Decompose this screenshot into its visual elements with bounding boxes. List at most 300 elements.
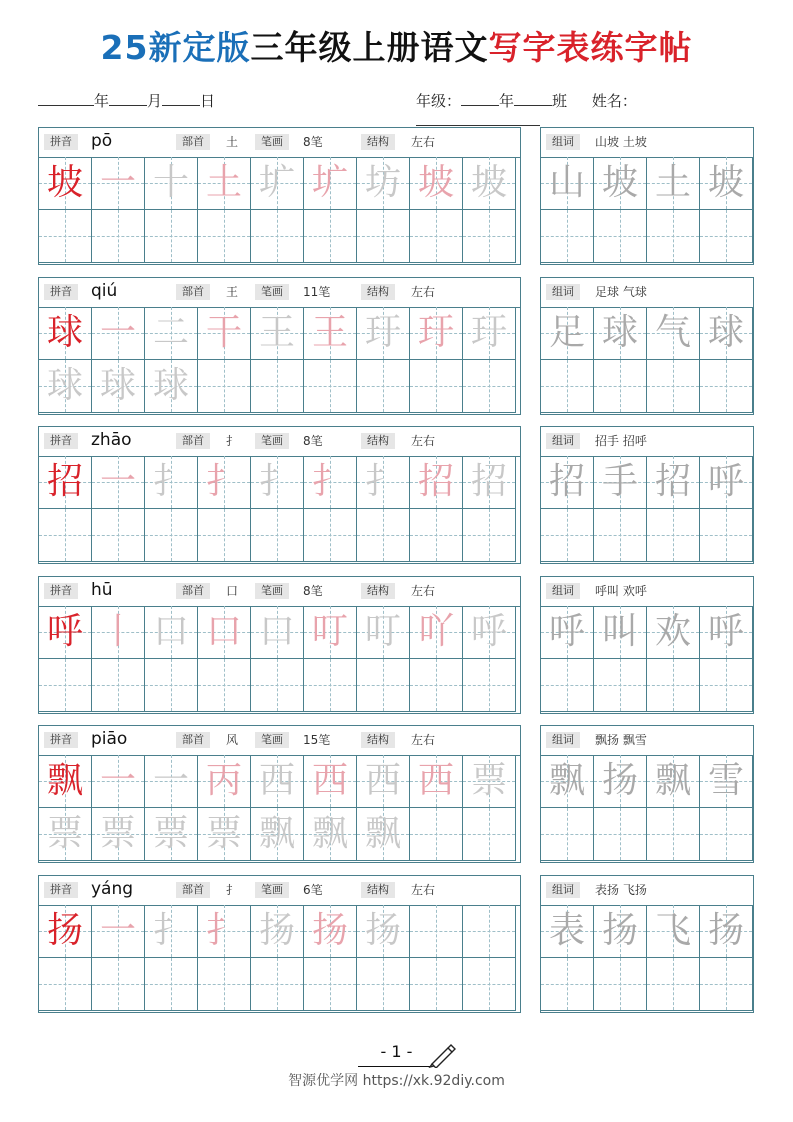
word-header	[541, 128, 753, 158]
stroke-step-character: 票	[470, 760, 507, 801]
word-practice-block	[540, 875, 754, 1013]
writing-cell[interactable]	[357, 456, 410, 509]
name-input[interactable]	[416, 111, 540, 126]
strokes-value: 6笔	[303, 883, 323, 897]
word-character: 土	[654, 162, 691, 203]
model-character: 招	[46, 461, 83, 502]
page-number: - 1 -	[380, 1042, 413, 1061]
grade-year-label: 年	[499, 92, 515, 110]
stroke-step-character: 球	[46, 365, 83, 406]
writing-cell[interactable]	[594, 958, 647, 1011]
writing-cell[interactable]	[594, 157, 647, 210]
writing-cell[interactable]	[357, 157, 410, 210]
writing-cell[interactable]	[92, 456, 145, 509]
stroke-step-character: 吖	[417, 611, 454, 652]
year-label: 年	[94, 92, 110, 110]
model-character: 飘	[46, 760, 83, 801]
strokes-value: 8笔	[303, 434, 323, 448]
word-practice-block	[540, 277, 754, 415]
model-character: 扬	[46, 910, 83, 951]
writing-cell[interactable]	[541, 905, 594, 958]
stroke-step-character: 扬	[311, 910, 348, 951]
writing-cell[interactable]	[39, 958, 92, 1011]
stroke-step-character: 一	[99, 162, 136, 203]
stroke-step-character: 扌	[258, 461, 295, 502]
writing-cell[interactable]	[145, 307, 198, 360]
structure-tag: 结构	[361, 134, 395, 150]
pinyin-tag: 拼音	[44, 583, 78, 599]
writing-cell[interactable]	[39, 157, 92, 210]
class-field[interactable]	[416, 90, 754, 130]
writing-cell[interactable]	[647, 210, 700, 263]
writing-cell[interactable]	[304, 606, 357, 659]
writing-cell[interactable]	[304, 360, 357, 413]
writing-cell[interactable]	[541, 210, 594, 263]
month-label: 月	[147, 92, 163, 110]
words-tag: 组词	[546, 732, 580, 748]
grade-label: 年级：	[416, 92, 462, 110]
writing-cell[interactable]	[251, 157, 304, 210]
word-practice-block	[540, 426, 754, 564]
writing-cell[interactable]	[39, 659, 92, 712]
writing-cell[interactable]	[700, 210, 753, 263]
words-tag: 组词	[546, 134, 580, 150]
char-practice-block	[38, 426, 521, 564]
writing-cell[interactable]	[700, 360, 753, 413]
strokes-value: 8笔	[303, 135, 323, 149]
writing-cell[interactable]	[410, 905, 463, 958]
char-info-header	[39, 726, 520, 756]
writing-cell[interactable]	[541, 307, 594, 360]
pinyin-value: hū	[91, 580, 113, 600]
writing-cell[interactable]	[647, 659, 700, 712]
writing-cell[interactable]	[198, 456, 251, 509]
structure-tag: 结构	[361, 433, 395, 449]
words-value: 山坡 土坡	[595, 135, 647, 149]
writing-cell[interactable]	[410, 210, 463, 263]
stroke-step-character: 王	[311, 312, 348, 353]
writing-cell[interactable]	[304, 958, 357, 1011]
writing-cell[interactable]	[700, 509, 753, 562]
writing-cell[interactable]	[594, 210, 647, 263]
words-value: 招手 招呼	[595, 434, 647, 448]
writing-cell[interactable]	[92, 360, 145, 413]
writing-cell[interactable]	[357, 210, 410, 263]
writing-cell[interactable]	[700, 905, 753, 958]
writing-cell[interactable]	[39, 210, 92, 263]
writing-cell[interactable]	[39, 456, 92, 509]
strokes-tag: 笔画	[255, 882, 289, 898]
writing-cell[interactable]	[145, 606, 198, 659]
writing-cell[interactable]	[647, 905, 700, 958]
stroke-step-character: 口	[152, 611, 189, 652]
stroke-step-character: 扌	[205, 910, 242, 951]
word-character: 叫	[601, 611, 638, 652]
structure-value: 左右	[411, 584, 436, 598]
structure-tag: 结构	[361, 583, 395, 599]
stroke-step-character: 丙	[205, 760, 242, 801]
writing-cell[interactable]	[410, 808, 463, 861]
stroke-step-character: 叮	[364, 611, 401, 652]
writing-cell[interactable]	[463, 456, 516, 509]
writing-cell[interactable]	[198, 659, 251, 712]
writing-cell[interactable]	[700, 307, 753, 360]
writing-cell[interactable]	[92, 606, 145, 659]
writing-cell[interactable]	[145, 456, 198, 509]
writing-cell[interactable]	[410, 360, 463, 413]
info-line	[38, 90, 754, 112]
writing-cell[interactable]	[541, 360, 594, 413]
writing-cell[interactable]	[410, 755, 463, 808]
words-tag: 组词	[546, 284, 580, 300]
word-character: 气	[654, 312, 691, 353]
writing-cell[interactable]	[198, 360, 251, 413]
writing-cell[interactable]	[647, 157, 700, 210]
footer-divider	[358, 1066, 432, 1067]
writing-cell[interactable]	[251, 808, 304, 861]
words-value: 飘扬 飘雪	[595, 733, 647, 747]
page-title	[0, 22, 793, 69]
stroke-step-character: 口	[205, 611, 242, 652]
words-value: 表扬 飞扬	[595, 883, 647, 897]
writing-cell[interactable]	[92, 210, 145, 263]
word-practice-block	[540, 576, 754, 714]
writing-cell[interactable]	[357, 307, 410, 360]
stroke-step-character: 十	[152, 162, 189, 203]
writing-cell[interactable]	[145, 659, 198, 712]
stroke-step-character: 西	[311, 760, 348, 801]
writing-cell[interactable]	[145, 210, 198, 263]
writing-cell[interactable]	[92, 755, 145, 808]
writing-cell[interactable]	[251, 659, 304, 712]
title-grade: 三年级上册语文	[250, 28, 489, 67]
char-practice-block	[38, 875, 521, 1013]
writing-cell[interactable]	[647, 958, 700, 1011]
writing-cell[interactable]	[541, 755, 594, 808]
writing-cell[interactable]	[92, 157, 145, 210]
writing-cell[interactable]	[304, 808, 357, 861]
date-field[interactable]	[38, 90, 215, 111]
writing-cell[interactable]	[647, 307, 700, 360]
char-practice-block	[38, 576, 521, 714]
word-practice-block	[540, 725, 754, 863]
writing-cell[interactable]	[145, 958, 198, 1011]
writing-cell[interactable]	[700, 157, 753, 210]
stroke-step-character: 扬	[364, 910, 401, 951]
writing-cell[interactable]	[39, 808, 92, 861]
writing-cell[interactable]	[251, 456, 304, 509]
writing-cell[interactable]	[594, 509, 647, 562]
char-practice-block	[38, 725, 521, 863]
word-character: 扬	[707, 910, 744, 951]
writing-cell[interactable]	[251, 307, 304, 360]
radical-tag: 部首	[176, 433, 210, 449]
writing-cell[interactable]	[198, 307, 251, 360]
writing-cell[interactable]	[304, 210, 357, 263]
writing-cell[interactable]	[410, 958, 463, 1011]
writing-cell[interactable]	[39, 606, 92, 659]
word-character: 飘	[548, 760, 585, 801]
char-info-header	[39, 427, 520, 457]
strokes-value: 11笔	[303, 285, 331, 299]
pinyin-tag: 拼音	[44, 134, 78, 150]
stroke-step-character: 飘	[364, 813, 401, 854]
stroke-step-character: 叮	[311, 611, 348, 652]
stroke-step-character: 土	[205, 162, 242, 203]
writing-cell[interactable]	[39, 755, 92, 808]
writing-cell[interactable]	[198, 509, 251, 562]
writing-cell[interactable]	[92, 509, 145, 562]
structure-tag: 结构	[361, 732, 395, 748]
writing-cell[interactable]	[594, 360, 647, 413]
word-character: 飘	[654, 760, 691, 801]
writing-cell[interactable]	[198, 755, 251, 808]
writing-cell[interactable]	[198, 958, 251, 1011]
pinyin-tag: 拼音	[44, 882, 78, 898]
writing-cell[interactable]	[700, 456, 753, 509]
pinyin-value: piāo	[91, 729, 128, 749]
word-character: 飞	[654, 910, 691, 951]
stroke-step-character: 王	[258, 312, 295, 353]
radical-tag: 部首	[176, 882, 210, 898]
writing-cell[interactable]	[463, 157, 516, 210]
pinyin-tag: 拼音	[44, 732, 78, 748]
writing-cell[interactable]	[198, 606, 251, 659]
pinyin-value: yáng	[91, 879, 134, 899]
words-value: 呼叫 欢呼	[595, 584, 647, 598]
pinyin-value: qiú	[91, 281, 118, 301]
stroke-step-character: 圹	[258, 162, 295, 203]
writing-cell[interactable]	[145, 905, 198, 958]
writing-cell[interactable]	[541, 157, 594, 210]
model-character: 坡	[46, 162, 83, 203]
writing-cell[interactable]	[541, 958, 594, 1011]
writing-cell[interactable]	[357, 958, 410, 1011]
writing-cell[interactable]	[92, 659, 145, 712]
writing-cell[interactable]	[700, 659, 753, 712]
writing-cell[interactable]	[145, 157, 198, 210]
radical-tag: 部首	[176, 284, 210, 300]
writing-cell[interactable]	[39, 360, 92, 413]
writing-cell[interactable]	[92, 958, 145, 1011]
writing-cell[interactable]	[410, 456, 463, 509]
writing-cell[interactable]	[463, 958, 516, 1011]
radical-value: 王	[226, 285, 239, 299]
stroke-step-character: 一	[99, 760, 136, 801]
writing-cell[interactable]	[463, 905, 516, 958]
writing-cell[interactable]	[647, 456, 700, 509]
writing-cell[interactable]	[647, 755, 700, 808]
word-character: 表	[548, 910, 585, 951]
title-edition: 25新定版	[100, 28, 251, 67]
stroke-step-character: 票	[99, 813, 136, 854]
stroke-step-character: 扌	[311, 461, 348, 502]
writing-cell[interactable]	[647, 509, 700, 562]
writing-cell[interactable]	[357, 808, 410, 861]
writing-cell[interactable]	[410, 509, 463, 562]
stroke-step-character: 玗	[417, 312, 454, 353]
pinyin-tag: 拼音	[44, 433, 78, 449]
writing-cell[interactable]	[541, 808, 594, 861]
writing-cell[interactable]	[541, 456, 594, 509]
stroke-step-character: 球	[99, 365, 136, 406]
structure-value: 左右	[411, 434, 436, 448]
char-info-header	[39, 876, 520, 906]
writing-cell[interactable]	[647, 808, 700, 861]
writing-cell[interactable]	[304, 307, 357, 360]
writing-cell[interactable]	[39, 905, 92, 958]
writing-cell[interactable]	[304, 905, 357, 958]
char-info-header	[39, 577, 520, 607]
writing-cell[interactable]	[357, 755, 410, 808]
stroke-step-character: 坊	[364, 162, 401, 203]
writing-cell[interactable]	[145, 808, 198, 861]
stroke-step-character: 丨	[99, 611, 136, 652]
char-practice-block	[38, 277, 521, 415]
writing-cell[interactable]	[304, 659, 357, 712]
writing-cell[interactable]	[251, 755, 304, 808]
writing-cell[interactable]	[145, 755, 198, 808]
char-info-header	[39, 128, 520, 158]
structure-value: 左右	[411, 733, 436, 747]
words-value: 足球 气球	[595, 285, 647, 299]
model-character: 球	[46, 312, 83, 353]
writing-cell[interactable]	[594, 659, 647, 712]
word-character: 呼	[707, 461, 744, 502]
writing-cell[interactable]	[198, 210, 251, 263]
writing-cell[interactable]	[463, 307, 516, 360]
radical-value: 土	[226, 135, 239, 149]
class-label: 班	[552, 92, 568, 110]
writing-cell[interactable]	[463, 509, 516, 562]
word-header	[541, 577, 753, 607]
writing-cell[interactable]	[463, 360, 516, 413]
word-character: 呼	[548, 611, 585, 652]
word-character: 手	[601, 461, 638, 502]
writing-cell[interactable]	[410, 606, 463, 659]
word-character: 雪	[707, 760, 744, 801]
writing-cell[interactable]	[357, 509, 410, 562]
strokes-value: 15笔	[303, 733, 331, 747]
stroke-step-character: 一	[99, 312, 136, 353]
writing-cell[interactable]	[92, 808, 145, 861]
writing-cell[interactable]	[463, 755, 516, 808]
writing-cell[interactable]	[251, 905, 304, 958]
radical-value: 扌	[226, 434, 239, 448]
stroke-step-character: 玗	[364, 312, 401, 353]
stroke-step-character: 二	[152, 312, 189, 353]
writing-cell[interactable]	[700, 808, 753, 861]
radical-tag: 部首	[176, 583, 210, 599]
writing-cell[interactable]	[145, 509, 198, 562]
writing-cell[interactable]	[410, 307, 463, 360]
writing-cell[interactable]	[198, 157, 251, 210]
radical-value: 风	[226, 733, 239, 747]
writing-cell[interactable]	[357, 360, 410, 413]
writing-cell[interactable]	[463, 606, 516, 659]
writing-cell[interactable]	[304, 157, 357, 210]
stroke-step-character: 呼	[470, 611, 507, 652]
writing-cell[interactable]	[541, 509, 594, 562]
stroke-step-character: 一	[99, 910, 136, 951]
writing-cell[interactable]	[357, 606, 410, 659]
stroke-step-character: 扌	[152, 461, 189, 502]
writing-cell[interactable]	[594, 808, 647, 861]
writing-cell[interactable]	[92, 307, 145, 360]
writing-cell[interactable]	[145, 360, 198, 413]
words-tag: 组词	[546, 583, 580, 599]
writing-cell[interactable]	[198, 905, 251, 958]
writing-cell[interactable]	[251, 606, 304, 659]
stroke-step-character: 口	[258, 611, 295, 652]
radical-value: 口	[226, 584, 239, 598]
writing-cell[interactable]	[39, 509, 92, 562]
writing-cell[interactable]	[251, 509, 304, 562]
char-practice-block	[38, 127, 521, 265]
writing-cell[interactable]	[304, 456, 357, 509]
writing-cell[interactable]	[700, 606, 753, 659]
name-label: 姓名：	[591, 92, 637, 110]
radical-value: 扌	[226, 883, 239, 897]
writing-cell[interactable]	[251, 958, 304, 1011]
word-character: 坡	[601, 162, 638, 203]
writing-cell[interactable]	[700, 755, 753, 808]
writing-cell[interactable]	[251, 210, 304, 263]
structure-value: 左右	[411, 135, 436, 149]
stroke-step-character: 球	[152, 365, 189, 406]
word-header	[541, 876, 753, 906]
writing-cell[interactable]	[304, 509, 357, 562]
writing-cell[interactable]	[251, 360, 304, 413]
writing-cell[interactable]	[594, 606, 647, 659]
pinyin-tag: 拼音	[44, 284, 78, 300]
writing-cell[interactable]	[594, 307, 647, 360]
writing-cell[interactable]	[594, 905, 647, 958]
writing-cell[interactable]	[594, 755, 647, 808]
writing-cell[interactable]	[304, 755, 357, 808]
word-character: 山	[548, 162, 585, 203]
footer-site: 智源优学网 https://xk.92diy.com	[288, 1073, 505, 1089]
strokes-tag: 笔画	[255, 134, 289, 150]
word-character: 坡	[707, 162, 744, 203]
writing-cell[interactable]	[700, 958, 753, 1011]
writing-cell[interactable]	[594, 456, 647, 509]
stroke-step-character: 招	[417, 461, 454, 502]
stroke-step-character: 扌	[205, 461, 242, 502]
writing-cell[interactable]	[647, 606, 700, 659]
pen-icon	[428, 1042, 456, 1068]
word-character: 呼	[707, 611, 744, 652]
writing-cell[interactable]	[541, 659, 594, 712]
writing-cell[interactable]	[357, 905, 410, 958]
strokes-tag: 笔画	[255, 583, 289, 599]
writing-cell[interactable]	[541, 606, 594, 659]
writing-cell[interactable]	[198, 808, 251, 861]
writing-cell[interactable]	[39, 307, 92, 360]
strokes-tag: 笔画	[255, 732, 289, 748]
writing-cell[interactable]	[410, 157, 463, 210]
writing-cell[interactable]	[463, 659, 516, 712]
writing-cell[interactable]	[647, 360, 700, 413]
writing-cell[interactable]	[463, 808, 516, 861]
stroke-step-character: 招	[470, 461, 507, 502]
writing-cell[interactable]	[463, 210, 516, 263]
day-label: 日	[200, 92, 216, 110]
writing-cell[interactable]	[410, 659, 463, 712]
writing-cell[interactable]	[92, 905, 145, 958]
word-header	[541, 427, 753, 457]
writing-cell[interactable]	[357, 659, 410, 712]
